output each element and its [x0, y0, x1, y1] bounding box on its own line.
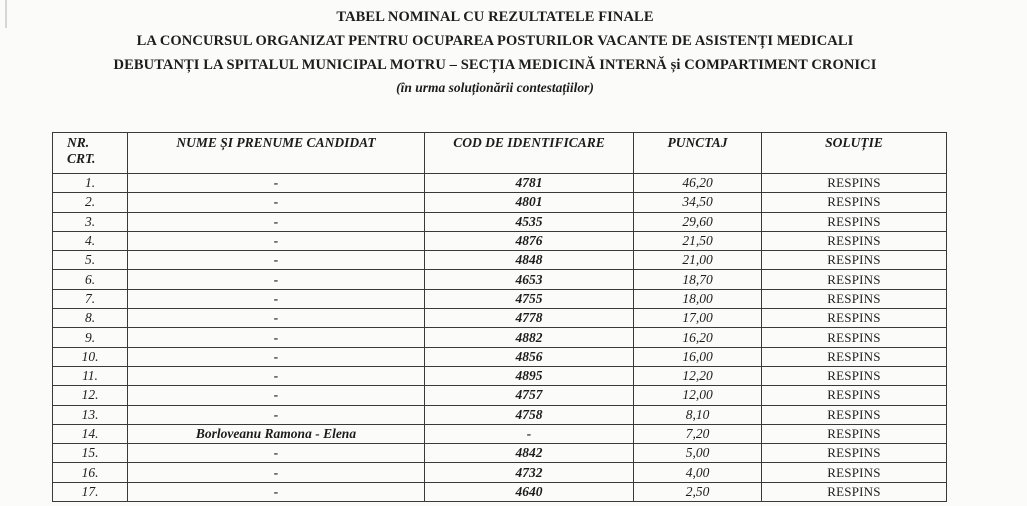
row-name: - — [128, 405, 425, 424]
row-code: 4757 — [425, 386, 634, 405]
row-code: 4732 — [425, 463, 634, 482]
table-row — [53, 251, 947, 270]
row-solution: RESPINS — [762, 174, 947, 193]
row-solution: RESPINS — [762, 482, 947, 501]
header-subtitle: (în urma soluționării contestațiilor) — [396, 80, 594, 95]
row-score: 21,00 — [634, 251, 762, 270]
header-nr-crt — [53, 133, 128, 174]
results-table — [52, 132, 947, 502]
row-solution: RESPINS — [762, 328, 947, 347]
row-nr: 3. — [53, 212, 128, 231]
row-name: Borloveanu Ramona - Elena — [128, 424, 425, 443]
row-solution: RESPINS — [762, 212, 947, 231]
row-nr: 6. — [53, 270, 128, 289]
row-name: - — [128, 444, 425, 463]
row-solution: RESPINS — [762, 309, 947, 328]
table-row — [53, 424, 947, 443]
header-name: NUME ȘI PRENUME CANDIDAT — [128, 133, 425, 174]
table-row — [53, 347, 947, 366]
row-score: 34,50 — [634, 193, 762, 212]
row-nr: 7. — [53, 289, 128, 308]
row-solution: RESPINS — [762, 347, 947, 366]
row-name: - — [128, 270, 425, 289]
row-score: 46,20 — [634, 174, 762, 193]
row-nr: 16. — [53, 463, 128, 482]
row-score: 5,00 — [634, 444, 762, 463]
row-score: 18,70 — [634, 270, 762, 289]
row-nr: 8. — [53, 309, 128, 328]
row-name: - — [128, 231, 425, 250]
row-score: 4,00 — [634, 463, 762, 482]
row-name: - — [128, 347, 425, 366]
header-line-2: LA CONCURSUL ORGANIZAT PENTRU OCUPAREA POSTURILOR VACANTE DE ASISTENȚI MEDICALI — [136, 33, 854, 49]
row-code: 4640 — [425, 482, 634, 501]
header-nr-line2: CRT. — [67, 151, 96, 166]
row-solution: RESPINS — [762, 405, 947, 424]
row-nr: 1. — [53, 174, 128, 193]
row-nr: 15. — [53, 444, 128, 463]
row-score: 7,20 — [634, 424, 762, 443]
row-score: 12,20 — [634, 366, 762, 385]
table-row — [53, 174, 947, 193]
row-name: - — [128, 251, 425, 270]
row-code: 4848 — [425, 251, 634, 270]
row-solution: RESPINS — [762, 231, 947, 250]
row-nr: 2. — [53, 193, 128, 212]
row-name: - — [128, 328, 425, 347]
row-code: 4842 — [425, 444, 634, 463]
table-row — [53, 270, 947, 289]
row-nr: 9. — [53, 328, 128, 347]
row-name: - — [128, 463, 425, 482]
row-nr: 14. — [53, 424, 128, 443]
row-score: 29,60 — [634, 212, 762, 231]
table-row — [53, 289, 947, 308]
row-score: 12,00 — [634, 386, 762, 405]
row-nr: 11. — [53, 366, 128, 385]
table-row — [53, 328, 947, 347]
header-solution: SOLUȚIE — [762, 133, 947, 174]
row-score: 16,00 — [634, 347, 762, 366]
header-line-1: TABEL NOMINAL CU REZULTATELE FINALE — [336, 9, 654, 25]
row-nr: 5. — [53, 251, 128, 270]
row-solution: RESPINS — [762, 386, 947, 405]
table-body — [53, 174, 947, 502]
row-code: 4856 — [425, 347, 634, 366]
row-score: 8,10 — [634, 405, 762, 424]
table-row — [53, 231, 947, 250]
table-row — [53, 309, 947, 328]
table-row — [53, 386, 947, 405]
row-score: 21,50 — [634, 231, 762, 250]
row-code: - — [425, 424, 634, 443]
table-row — [53, 482, 947, 501]
row-solution: RESPINS — [762, 289, 947, 308]
row-nr: 10. — [53, 347, 128, 366]
row-code: 4882 — [425, 328, 634, 347]
row-code: 4535 — [425, 212, 634, 231]
row-code: 4801 — [425, 193, 634, 212]
row-code: 4895 — [425, 366, 634, 385]
row-code: 4778 — [425, 309, 634, 328]
row-name: - — [128, 174, 425, 193]
row-solution: RESPINS — [762, 463, 947, 482]
row-nr: 17. — [53, 482, 128, 501]
row-name: - — [128, 289, 425, 308]
row-nr: 12. — [53, 386, 128, 405]
row-solution: RESPINS — [762, 251, 947, 270]
table-row — [53, 366, 947, 385]
row-score: 17,00 — [634, 309, 762, 328]
table-row — [53, 193, 947, 212]
header-line-3: DEBUTANȚI LA SPITALUL MUNICIPAL MOTRU – SECȚIA MEDICINĂ INTERNĂ și COMPARTIMENT CRONICI — [113, 57, 877, 73]
row-score: 2,50 — [634, 482, 762, 501]
row-score: 18,00 — [634, 289, 762, 308]
table-row — [53, 212, 947, 231]
row-nr: 13. — [53, 405, 128, 424]
row-code: 4653 — [425, 270, 634, 289]
table-row — [53, 444, 947, 463]
table-header-row — [53, 133, 947, 174]
header-score: PUNCTAJ — [634, 133, 762, 174]
table-row — [53, 405, 947, 424]
row-code: 4758 — [425, 405, 634, 424]
row-solution: RESPINS — [762, 444, 947, 463]
row-name: - — [128, 212, 425, 231]
header-nr-line1: NR. — [67, 135, 90, 150]
row-solution: RESPINS — [762, 424, 947, 443]
document-header — [0, 5, 990, 99]
row-code: 4781 — [425, 174, 634, 193]
row-name: - — [128, 309, 425, 328]
row-solution: RESPINS — [762, 366, 947, 385]
row-name: - — [128, 193, 425, 212]
row-solution: RESPINS — [762, 193, 947, 212]
row-solution: RESPINS — [762, 270, 947, 289]
row-name: - — [128, 482, 425, 501]
row-nr: 4. — [53, 231, 128, 250]
row-name: - — [128, 366, 425, 385]
row-code: 4876 — [425, 231, 634, 250]
header-code: COD DE IDENTIFICARE — [425, 133, 634, 174]
row-score: 16,20 — [634, 328, 762, 347]
row-name: - — [128, 386, 425, 405]
row-code: 4755 — [425, 289, 634, 308]
table-row — [53, 463, 947, 482]
